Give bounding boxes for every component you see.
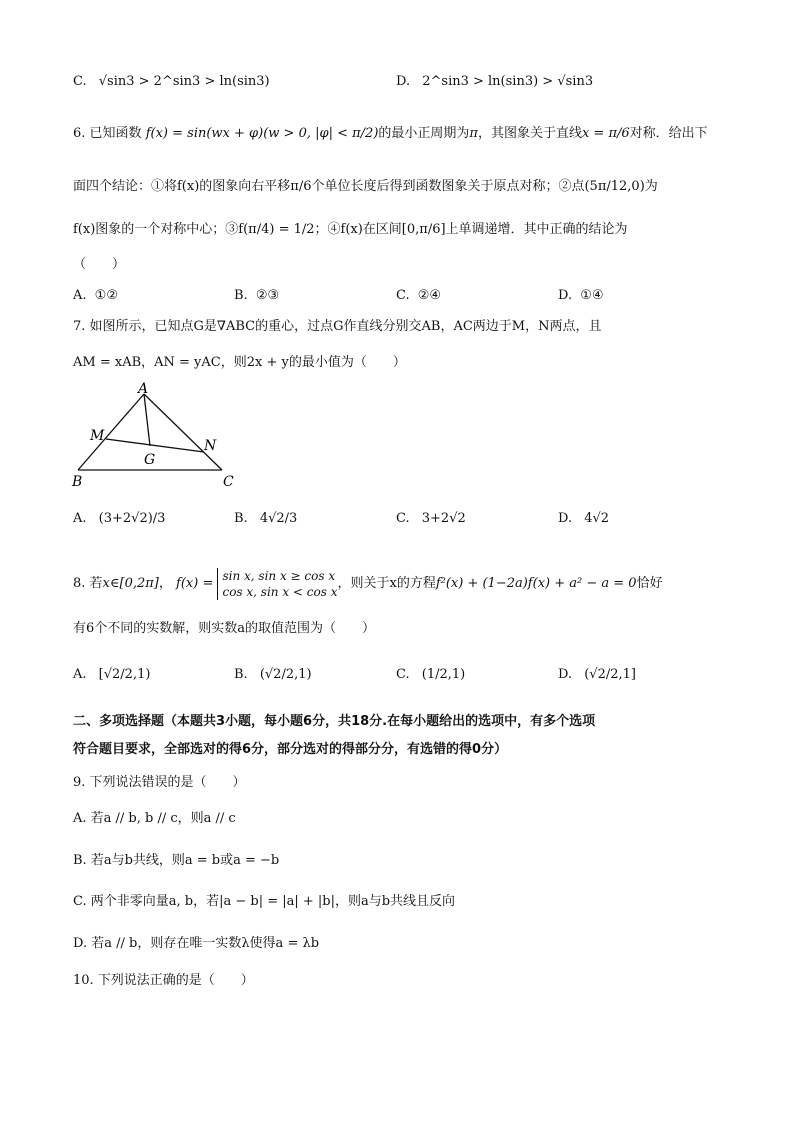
- q7-triangle-figure: [70, 382, 250, 490]
- q6-number: 6.: [73, 126, 86, 141]
- label-a: A: [138, 382, 149, 397]
- q6-option-b: [234, 285, 279, 307]
- q8-text-d: ，则关于x的方程: [337, 576, 436, 591]
- q6-option-c: [396, 285, 441, 307]
- q8-option-b-label: B.: [234, 667, 248, 682]
- q6-axis-expr: x = π/6: [581, 126, 630, 141]
- q8-line-1: [73, 566, 663, 602]
- section-2-heading-line-1: 二、多项选择题（本题共3小题，每小题6分，共18分.在每小题给出的选项中，有多个选项: [73, 714, 596, 729]
- q8-line-2: 有6个不同的实数解，则实数a的取值范围为（ ）: [73, 621, 376, 636]
- q7-option-a-text: (3+2√2)/3: [98, 511, 166, 526]
- q8-option-a-text: [√2/2,1): [98, 667, 151, 682]
- q7-line-2: AM = xAB，AN = yAC，则2x + y的最小值为（ ）: [73, 355, 406, 370]
- q5-option-c: [73, 72, 270, 92]
- q5-option-c-label: C.: [73, 74, 87, 89]
- q7-option-b: [234, 508, 297, 530]
- q5-option-d-expr: 2^sin3 > ln(sin3) > √sin3: [422, 74, 594, 89]
- q9-option-b: B. 若a与b共线，则a = b或a = −b: [73, 853, 280, 868]
- q7-line-1: 7. 如图所示，已知点G是∇ABC的重心，过点G作直线分别交AB，AC两边于M，N两点，且: [73, 319, 602, 334]
- q8-piece-2: cos x, sin x < cos x: [222, 584, 338, 599]
- q8-equation: f²(x) + (1−2a)f(x) + a² − a = 0: [435, 576, 637, 591]
- edge-ac: [144, 394, 222, 470]
- q7-option-d: [558, 508, 609, 530]
- edge-ab: [78, 394, 144, 470]
- q9-option-c: C. 两个非零向量a, b，若|a − b| = |a| + |b|，则a与b共线且反向: [73, 894, 456, 909]
- label-b: B: [72, 474, 83, 490]
- q8-option-c: [396, 664, 465, 686]
- q7-option-a-label: A.: [73, 511, 87, 526]
- q8-option-d: [558, 664, 636, 686]
- q6-text-b: 的最小正周期为: [378, 126, 470, 141]
- q6-blank: （ ）: [73, 257, 126, 272]
- q6-option-d-label: D.: [558, 288, 573, 303]
- q7-option-c-text: 3+2√2: [421, 511, 466, 526]
- q7-option-d-label: D.: [558, 511, 573, 526]
- label-m: M: [90, 428, 105, 444]
- q7-option-c: [396, 508, 466, 530]
- q6-text-a: 已知函数: [89, 126, 142, 141]
- q7-option-b-label: B.: [234, 511, 248, 526]
- q6-option-b-label: B.: [234, 288, 248, 303]
- q8-piece-1: sin x, sin x ≥ cos x: [222, 568, 336, 583]
- q9-stem: 9. 下列说法错误的是（ ）: [73, 775, 246, 790]
- q6-option-b-text: ②③: [255, 288, 280, 303]
- label-g: G: [144, 452, 156, 468]
- q6-option-d: [558, 285, 604, 307]
- q8-domain: x∈[0,2π]: [102, 576, 159, 591]
- q8-text-f: 恰好: [636, 576, 663, 591]
- q6-line-2: 面四个结论：①将f(x)的图象向右平移π/6个单位长度后得到函数图象关于原点对称；②点(5π/12,0)为: [73, 179, 658, 194]
- q8-piecewise: [217, 568, 337, 600]
- q8-option-a-label: A.: [73, 667, 87, 682]
- q6-option-c-label: C.: [396, 288, 410, 303]
- label-n: N: [204, 438, 217, 454]
- q6-option-c-text: ②④: [417, 288, 442, 303]
- q5-option-c-expr: √sin3 > 2^sin3 > ln(sin3): [98, 74, 270, 89]
- q6-option-d-text: ①④: [580, 288, 604, 303]
- q5-option-d: [396, 72, 593, 92]
- q9-option-d: D. 若a // b，则存在唯一实数λ使得a = λb: [73, 936, 320, 951]
- q8-option-b: [234, 664, 312, 686]
- q6-period: π: [469, 126, 478, 141]
- q8-option-c-label: C.: [396, 667, 410, 682]
- q6-option-a-label: A.: [73, 288, 87, 303]
- section-2-heading-line-2: 符合题目要求，全部选对的得6分，部分选对的得部分分，有选错的得0分）: [73, 742, 508, 757]
- q6-line-3: f(x)图象的一个对称中心；③f(π/4) = 1/2；④f(x)在区间[0,π/6]上单调递增．其中正确的结论为: [73, 222, 628, 237]
- q8-option-b-text: (√2/2,1): [259, 667, 312, 682]
- q6-option-a: [73, 285, 118, 307]
- q9-option-a: A. 若a // b, b // c，则a // c: [73, 811, 236, 826]
- q7-option-c-label: C.: [396, 511, 410, 526]
- q6-option-a-text: ①②: [94, 288, 118, 303]
- q8-option-d-label: D.: [558, 667, 573, 682]
- q8-text-c: ，: [158, 576, 172, 591]
- label-c: C: [223, 474, 234, 490]
- q6-text-f: 对称．给出下: [629, 126, 708, 141]
- line-mn: [106, 439, 204, 452]
- q5-option-d-label: D.: [396, 74, 411, 89]
- q8-option-c-text: (1/2,1): [421, 667, 466, 682]
- q8-f-def: f(x) =: [176, 576, 218, 591]
- q7-option-d-text: 4√2: [584, 511, 610, 526]
- q10-stem: 10. 下列说法正确的是（ ）: [73, 973, 254, 988]
- q6-line-1: [73, 124, 708, 144]
- q7-option-a: [73, 508, 165, 530]
- q6-function-expr: f(x) = sin(wx + φ)(w > 0, |φ| < π/2): [145, 126, 379, 141]
- q7-option-b-text: 4√2/3: [259, 511, 298, 526]
- q8-text-a: 8. 若: [73, 576, 103, 591]
- q8-option-d-text: (√2/2,1]: [584, 667, 636, 682]
- q6-text-d: ，其图象关于直线: [477, 126, 582, 141]
- segment-ag: [144, 394, 150, 446]
- q8-option-a: [73, 664, 150, 686]
